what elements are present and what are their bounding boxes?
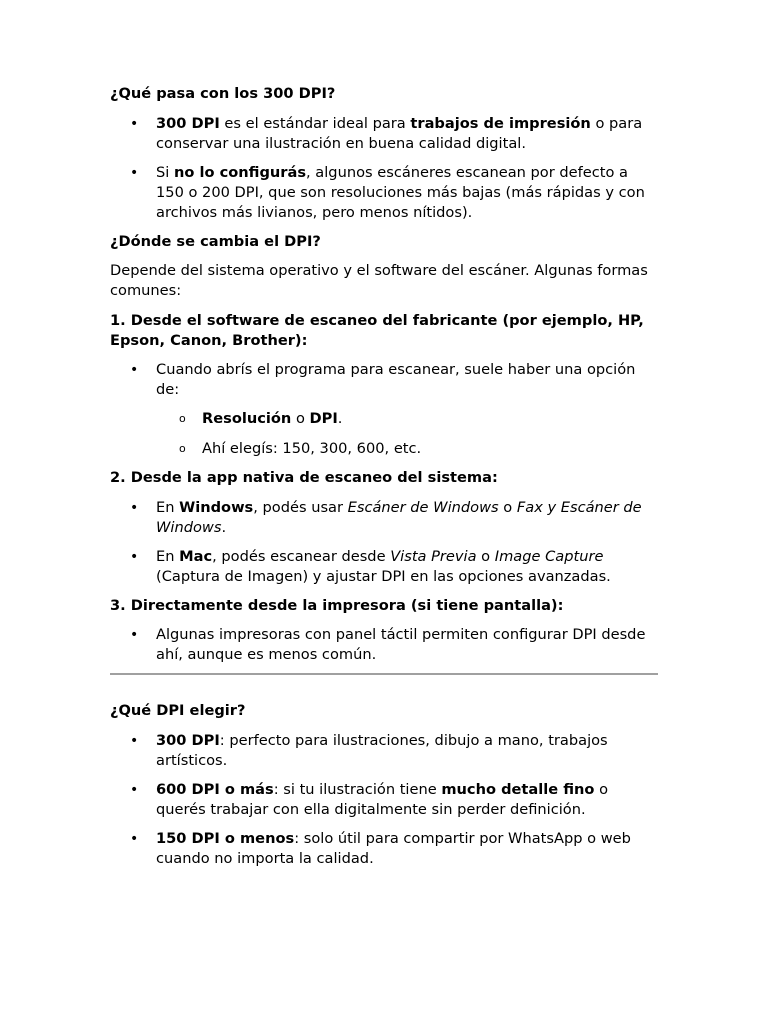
heading-where-change-dpi: ¿Dónde se cambia el DPI?: [110, 233, 321, 250]
bold-text: DPI: [309, 410, 338, 427]
list-item: [110, 829, 660, 869]
text: Si: [156, 164, 174, 181]
horizontal-divider: [110, 673, 658, 675]
text: Algunas impresoras con panel táctil permiten configurar DPI desde ahí, aunque es menos común.: [156, 626, 646, 663]
text: Ahí elegís: 150, 300, 600, etc.: [202, 440, 422, 457]
list-300-dpi: [110, 114, 660, 223]
text: , podés escanear desde: [212, 548, 391, 565]
text: : si tu ilustración tiene: [273, 781, 442, 798]
text: o: [498, 499, 517, 516]
list-item: [110, 498, 660, 538]
sub-list-item: [110, 409, 660, 429]
sub-list-item: [110, 439, 660, 459]
document-body-continued: [110, 701, 660, 869]
text: : solo útil para compartir por WhatsApp o web cuando no importa la calidad.: [156, 830, 631, 867]
text: .: [221, 519, 227, 536]
list-option-2: [110, 498, 660, 587]
text: , algunos escáneres escanean por defecto a 150 o 200 DPI, que son resoluciones más bajas (más rápidas y con archivos más livianos, pero menos nítidos).: [156, 164, 645, 221]
list-which-dpi: [110, 731, 660, 869]
bold-text: 300 DPI: [156, 732, 220, 749]
bold-text: 150 DPI o menos: [156, 830, 295, 847]
intro-paragraph: Depende del sistema operativo y el software del escáner. Algunas formas comunes:: [110, 262, 648, 299]
italic-text: Escáner de Windows: [347, 499, 499, 516]
list-option-3: [110, 625, 660, 665]
heading-option-3: 3. Directamente desde la impresora (si tiene pantalla):: [110, 597, 564, 614]
text: o querés trabajar con ella digitalmente sin perder definición.: [156, 781, 609, 818]
bold-text: no lo configurás: [173, 164, 307, 181]
text: o para conservar una ilustración en buena calidad digital.: [156, 115, 643, 152]
text: En: [156, 499, 180, 516]
text: es el estándar ideal para: [219, 115, 411, 132]
text: Cuando abrís el programa para escanear, suele haber una opción de:: [156, 361, 636, 398]
italic-text: Fax y Escáner de Windows: [156, 499, 642, 536]
sublist-option-1: [110, 409, 660, 459]
list-item: [110, 780, 660, 820]
text: o: [291, 410, 310, 427]
italic-text: Vista Previa: [390, 548, 477, 565]
bold-text: 300 DPI: [156, 115, 220, 132]
list-item: [110, 547, 660, 587]
list-item: [110, 360, 660, 400]
list-item: [110, 163, 660, 223]
heading-option-1: 1. Desde el software de escaneo del fabricante (por ejemplo, HP, Epson, Canon, Brother):: [110, 312, 644, 349]
list-item: [110, 114, 660, 154]
list-item: [110, 731, 660, 771]
list-option-1: [110, 360, 660, 400]
document-body: [110, 84, 660, 665]
bold-text: Windows: [179, 499, 254, 516]
bold-text: 600 DPI o más: [156, 781, 274, 798]
text: : perfecto para ilustraciones, dibujo a mano, trabajos artísticos.: [156, 732, 608, 769]
heading-300-dpi: ¿Qué pasa con los 300 DPI?: [110, 85, 336, 102]
text: o: [476, 548, 495, 565]
italic-text: Image Capture: [494, 548, 604, 565]
bold-text: trabajos de impresión: [410, 115, 591, 132]
text: , podés usar: [253, 499, 348, 516]
list-item: [110, 625, 660, 665]
text: (Captura de Imagen) y ajustar DPI en las opciones avanzadas.: [156, 568, 611, 585]
text: En: [156, 548, 180, 565]
bold-text: Resolución: [202, 410, 292, 427]
bold-text: Mac: [179, 548, 213, 565]
heading-option-2: 2. Desde la app nativa de escaneo del sistema:: [110, 469, 498, 486]
text: .: [337, 410, 343, 427]
heading-which-dpi: ¿Qué DPI elegir?: [110, 702, 246, 719]
bold-text: mucho detalle fino: [441, 781, 595, 798]
